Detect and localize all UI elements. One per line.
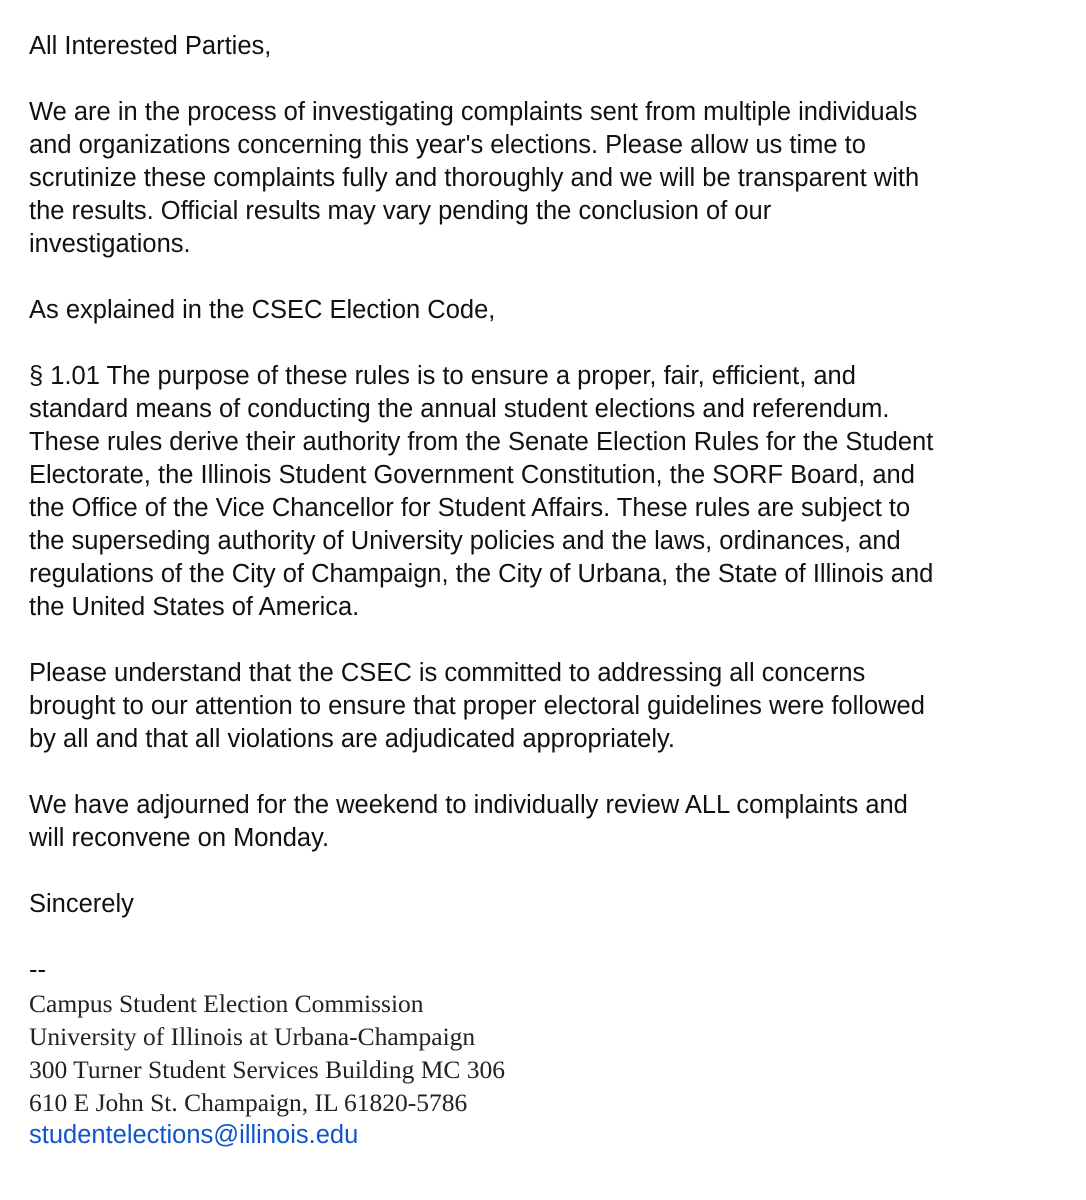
paragraph-investigation: We are in the process of investigating complaints sent from multiple individuals and organizations concerning this year's elections. Please allow us time to scrutinize these complaints fully and thoroughly and we will be transparent with the results. Official results may vary pending the conclusion of our investigations. [29,98,920,258]
signature-email-link[interactable]: studentelections@illinois.edu [29,1121,359,1149]
email-body [29,0,1069,1152]
signature-street-address: 610 E John St. Champaign, IL 61820-5786 [29,1088,468,1117]
paragraph-adjournment: We have adjourned for the weekend to individually review ALL complaints and will reconvene on Monday. [29,791,908,852]
greeting: All Interested Parties, [29,32,272,60]
signature-building: 300 Turner Student Services Building MC 306 [29,1055,506,1084]
signature-separator: -- [29,956,46,984]
closing: Sincerely [29,890,134,918]
paragraph-commitment: Please understand that the CSEC is committed to addressing all concerns brought to our attention to ensure that proper electoral guidelines were followed by all and that all violations are adjudicated appropriately. [29,659,925,753]
signature-organization: Campus Student Election Commission [29,989,424,1018]
signature-block [29,987,1069,1152]
paragraph-section-1-01: § 1.01 The purpose of these rules is to ensure a proper, fair, efficient, and standard means of conducting the annual student elections and referendum. These rules derive their authority from the Senate Election Rules for the Student Electorate, the Illinois Student Government Constitution, the SORF Board, and the Office of the Vice Chancellor for Student Affairs. These rules are subject to the superseding authority of University policies and the laws, ordinances, and regulations of the City of Champaign, the City of Urbana, the State of Illinois and the United States of America. [29,362,934,621]
paragraph-election-code-intro: As explained in the CSEC Election Code, [29,296,496,324]
signature-university: University of Illinois at Urbana-Champaign [29,1022,476,1051]
